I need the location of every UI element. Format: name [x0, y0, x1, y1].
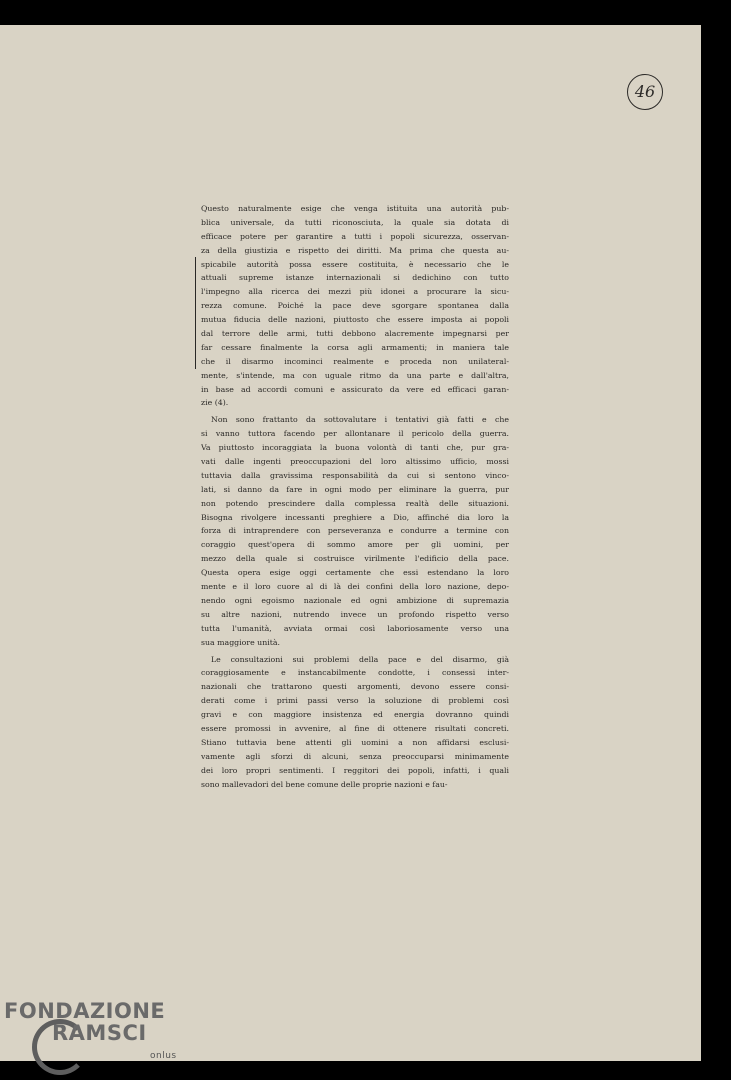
fondazione-gramsci-watermark — [4, 999, 204, 1079]
text-line: Non sono frattanto da sottovalutare i tentativi già fatti e che — [211, 415, 509, 425]
text-line: mente, s'intende, ma con uguale ritmo da una parte e dall'altra, — [201, 370, 509, 380]
text-line: dei loro propri sentimenti. I reggitori dei popoli, infatti, i quali — [201, 765, 509, 775]
text-line: forza di intraprendere con perseveranza e condurre a termine con — [201, 526, 509, 536]
text-line: nendo ogni egoismo nazionale ed ogni ambizione di supremazia — [201, 595, 509, 605]
watermark-suffix: onlus — [150, 1051, 177, 1061]
watermark-line2: RAMSCI — [52, 1021, 147, 1045]
paragraph — [201, 653, 509, 792]
text-line: Questa opera esige oggi certamente che essi estendano la loro — [201, 568, 509, 578]
text-line: lati, si danno da fare in ogni modo per eliminare la guerra, pur — [201, 484, 509, 494]
page-number-circled — [627, 74, 663, 110]
text-line: Stiano tuttavia bene attenti gli uomini a non affidarsi esclusi- — [201, 737, 509, 747]
text-line: Questo naturalmente esige che venga istituita una autorità pub- — [201, 204, 509, 213]
text-line: non potendo prescindere dalla complessa realtà delle situazioni. — [201, 498, 509, 508]
text-line: coraggiosamente e instancabilmente condotte, i consessi inter- — [201, 668, 509, 678]
paragraph — [201, 413, 509, 649]
margin-bracket-mark — [195, 257, 196, 369]
text-line: tuttavia dalla gravissima responsabilità da cui si sentono vinco- — [201, 470, 509, 480]
paragraph-container — [201, 202, 509, 791]
text-line: mezzo della quale si costruisce virilmente l'edificio della pace. — [201, 554, 509, 564]
text-line: in base ad accordi comuni e assicurato da vere ed efficaci garan- — [201, 384, 509, 394]
text-line: vati dalle ingenti preoccupazioni del loro altissimo ufficio, mossi — [201, 457, 509, 467]
text-line: spicabile autorità possa essere costituita, è necessario che le — [201, 259, 509, 269]
text-line: Bisogna rivolgere incessanti preghiere a Dio, affinché dia loro la — [201, 512, 509, 522]
text-line: l'impegno alla ricerca dei mezzi più idonei a procurare la sicu- — [201, 287, 509, 297]
text-line: che il disarmo incominci realmente e proceda non unilateral- — [201, 356, 509, 366]
text-line: essere promossi in avvenire, al fine di ottenere risultati concreti. — [201, 723, 509, 733]
text-line: efficace potere per garantire a tutti i popoli sicurezza, osservan- — [201, 231, 509, 241]
text-line: sono mallevadori del bene comune delle proprie nazioni e fau- — [201, 779, 448, 789]
text-line: nazionali che trattarono questi argomenti, devono essere consi- — [201, 682, 509, 692]
text-line: za della giustizia e rispetto dei diritti. Ma prima che questa au- — [201, 245, 509, 255]
text-line: far cessare finalmente la corsa agli armamenti; in maniera tale — [201, 342, 509, 352]
text-line: tutta l'umanità, avviata ormai così laboriosamente verso una — [201, 623, 509, 633]
text-line: gravi e con maggiore insistenza ed energia dovranno quindi — [201, 710, 509, 720]
text-line: coraggio quest'opera di sommo amore per gli uomini, per — [201, 540, 509, 550]
text-line: Le consultazioni sui problemi della pace e del disarmo, già — [211, 654, 509, 664]
text-line: mutua fiducia delle nazioni, piuttosto che essere imposta ai popoli — [201, 315, 509, 325]
text-line: vamente agli sforzi di alcuni, senza preoccuparsi minimamente — [201, 751, 509, 761]
document-body — [201, 202, 509, 791]
text-line: sua maggiore unità. — [201, 637, 280, 647]
text-line: zie (4). — [201, 398, 229, 408]
text-line: si vanno tuttora facendo per allontanare il pericolo della guerra. — [201, 429, 509, 439]
paragraph — [201, 202, 509, 410]
text-line: Va piuttosto incoraggiata la buona volontà di tanti che, pur gra- — [201, 443, 509, 453]
text-line: derati come i primi passi verso la soluzione di problemi così — [201, 696, 509, 706]
text-line: attuali supreme istanze internazionali si dedichino con tutto — [201, 273, 509, 283]
page-number-text: 46 — [634, 82, 656, 101]
text-line: su altre nazioni, nutrendo invece un profondo rispetto verso — [201, 609, 509, 619]
text-line: mente e il loro cuore al di là dei confini della loro nazione, depo- — [201, 582, 509, 592]
watermark-line1: FONDAZIONE — [4, 999, 166, 1023]
document-page — [0, 25, 701, 1061]
text-line: rezza comune. Poiché la pace deve sgorgare spontanea dalla — [201, 301, 509, 311]
text-line: dal terrore delle armi, tutti debbono alacremente impegnarsi per — [201, 329, 509, 339]
text-line: blica universale, da tutti riconosciuta, la quale sia dotata di — [201, 217, 509, 227]
